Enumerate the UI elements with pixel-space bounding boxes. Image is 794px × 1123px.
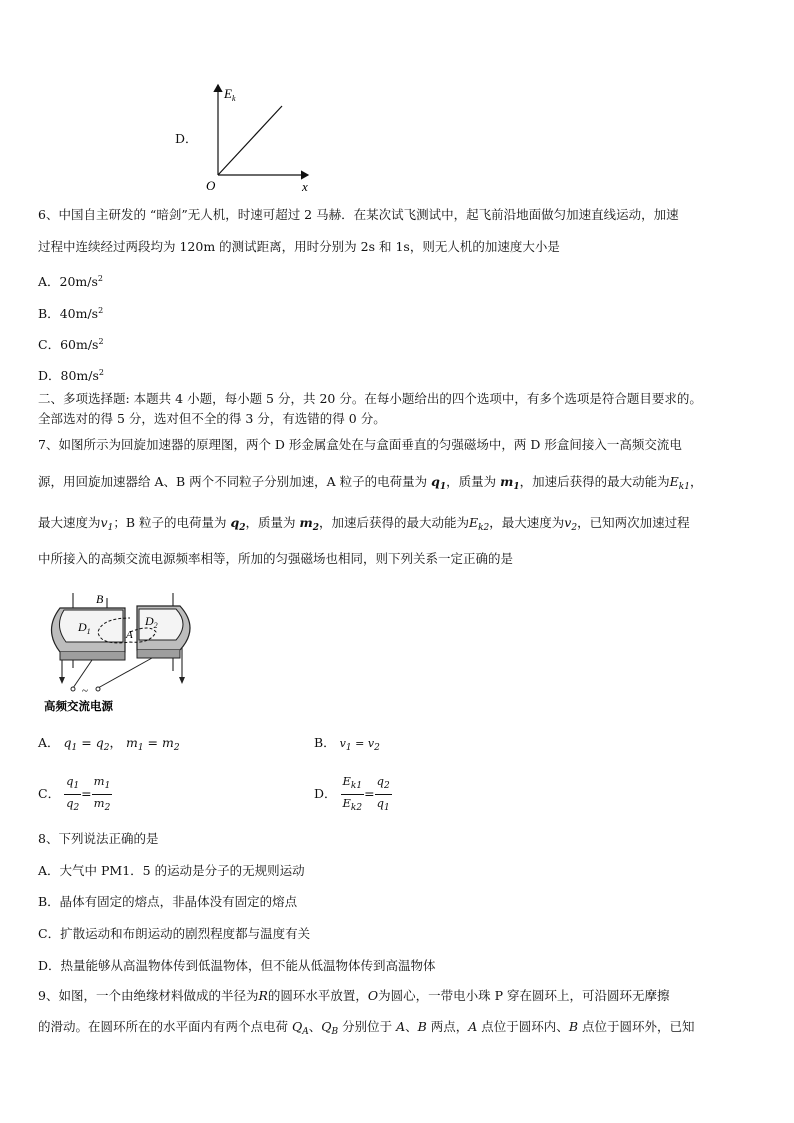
q7-option-b: B． $v_1 = v_2$ <box>314 735 380 753</box>
section2-instructions-line-2: 全部选对的得 5 分，选对但不全的得 3 分，有选错的得 0 分。 <box>38 411 386 426</box>
q7-stem-line-1: 7、如图所示为回旋加速器的原理图，两个 D 形金属盒处在与盒面垂直的匀强磁场中，两 D 形盒间接入一高频交流电 <box>38 437 682 452</box>
graph-y-label: $E_k$ <box>224 86 236 103</box>
q5-option-d-label: D． <box>175 131 198 146</box>
q7-stem-line-2: 源，用回旋加速器给 A、B 两个不同粒子分别加速，A 粒子的电荷量为 $q_1$，质量为 $m_1$，加速后获得的最大动能为$E_{k1}$， <box>38 474 703 492</box>
q7-option-d: D． $\frac{E_{k1}}{E_{k2}}$ = $\frac{q_2}{q_1}$ <box>314 774 390 813</box>
q9-stem-line-2: 的滑动。在圆环所在的水平面内有两个点电荷 $Q_A$、$Q_B$ 分别位于 A、B 两点，A 点位于圆环内、B 点位于圆环外，已知 <box>38 1019 695 1037</box>
q6-option-d: D．$80m/s^2$ <box>38 368 105 383</box>
label-d1: $D_1$ <box>78 620 91 636</box>
q5-option-d-graph <box>196 80 326 195</box>
ac-source-caption: 高频交流电源 <box>44 701 113 713</box>
q7-stem-line-4: 中所接入的高频交流电源频率相等，所加的匀强磁场也相同，则下列关系一定正确的是 <box>38 551 514 566</box>
q8-option-d: D．热量能够从高温物体传到低温物体，但不能从低温物体传到高温物体 <box>38 958 436 973</box>
q7-option-c: C． $\frac{q_1}{q_2}$ = $\frac{m_1}{m_2}$ <box>38 774 111 813</box>
ac-source-symbol: ~ <box>82 685 88 697</box>
graph-line <box>218 106 282 175</box>
label-a: A <box>126 629 133 641</box>
q6-stem-line-2: 过程中连续经过两段均为 120m 的测试距离，用时分别为 2s 和 1s，则无人机的加速度大小是 <box>38 239 560 254</box>
section2-instructions-line-1: 二、多项选择题: 本题共 4 小题，每小题 5 分，共 20 分。在每小题给出的四个选项中，有多个选项是符合题目要求的。 <box>38 391 702 406</box>
label-d2: $D_2$ <box>145 614 158 630</box>
q8-option-a: A．大气中 PM1．5 的运动是分子的无规则运动 <box>38 863 305 878</box>
q6-option-c: C．$60m/s^2$ <box>38 337 104 352</box>
q8-option-c: C．扩散运动和布朗运动的剧烈程度都与温度有关 <box>38 926 311 941</box>
q6-option-a: A．$20m/s^2$ <box>38 274 104 289</box>
q6-option-b: B．$40m/s^2$ <box>38 306 104 321</box>
q8-option-b: B．晶体有固定的熔点，非晶体没有固定的熔点 <box>38 894 298 909</box>
q7-cyclotron-figure <box>40 588 200 718</box>
label-b: B <box>96 592 104 606</box>
q8-stem: 8、下列说法正确的是 <box>38 831 159 846</box>
graph-x-label: x <box>302 179 308 194</box>
graph-origin-label: O <box>206 178 216 193</box>
q7-option-a: A． $q_1 = q_2$， $m_1 = m_2$ <box>38 735 180 753</box>
q6-stem-line-1: 6、中国自主研发的 “暗剑”无人机，时速可超过 2 马赫．在某次试飞测试中，起飞前沿地面做匀加速直线运动，加速 <box>38 207 679 222</box>
q9-stem-line-1: 9、如图，一个由绝缘材料做成的半径为R的圆环水平放置，O为圆心，一带电小珠 P 穿在圆环上，可沿圆环无摩擦 <box>38 988 670 1003</box>
q7-stem-line-3: 最大速度为$v_1$；B 粒子的电荷量为 $q_2$，质量为 $m_2$，加速后获得的最大动能为$E_{k2}$，最大速度为$v_2$，已知两次加速过程 <box>38 515 690 533</box>
